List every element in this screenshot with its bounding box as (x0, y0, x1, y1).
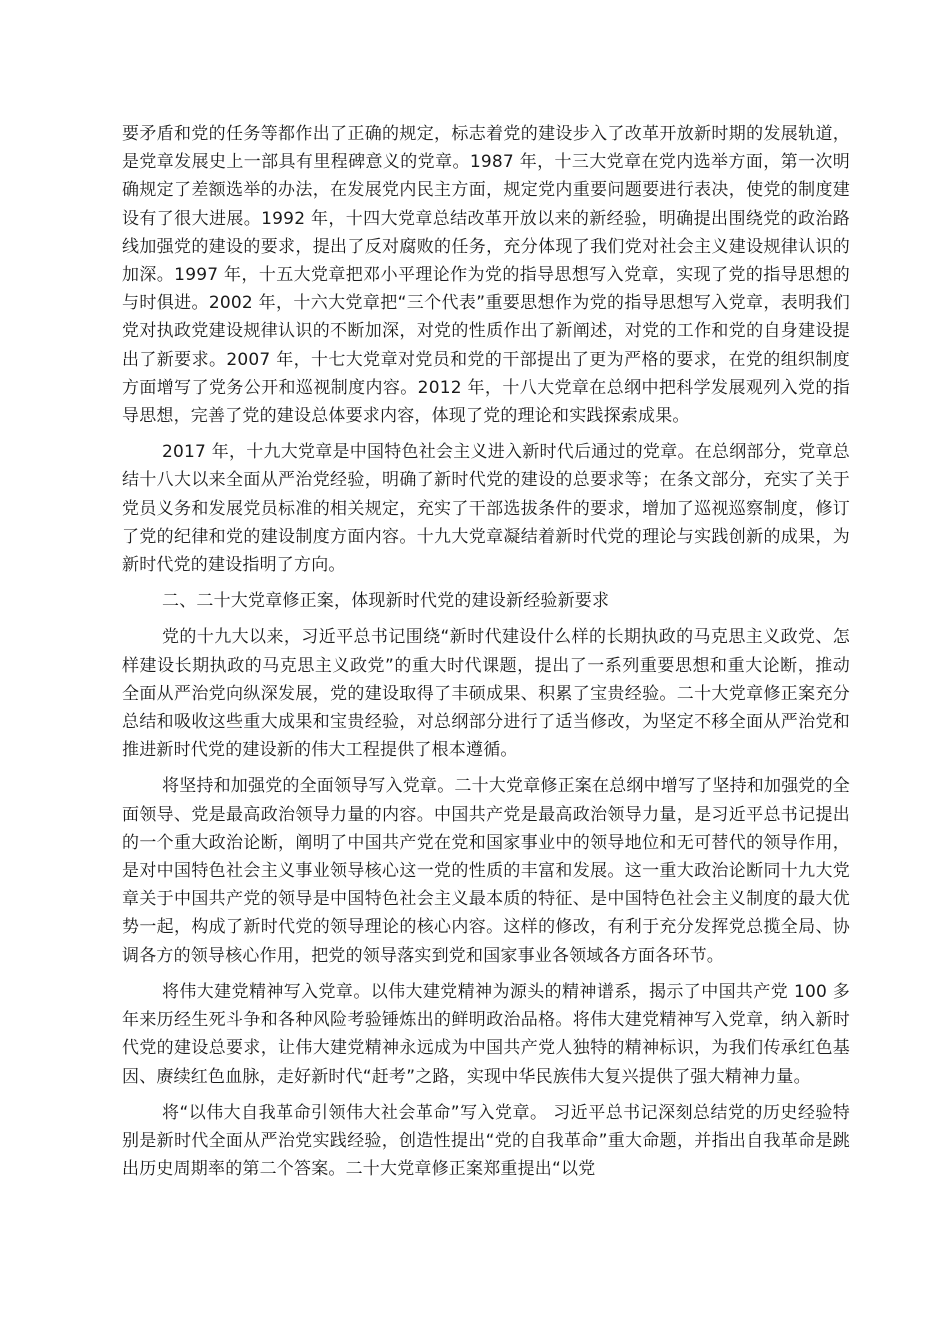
paragraph-self-revolution: 将“以伟大自我革命引领伟大社会革命”写入党章。 习近平总书记深刻总结党的历史经验特别是新时代全面从严治党实践经验，创造性提出“党的自我革命”重大命题，并指出自我革命是跳出历史周期率的第二个答案。二十大党章修正案郑重提出“以党 (122, 1102, 850, 1180)
paragraph-founding-spirit: 将伟大建党精神写入党章。以伟大建党精神为源头的精神谱系，揭示了中国共产党 100 多年来历经生死斗争和各种风险考验锤炼出的鲜明政治品格。将伟大建党精神写入党章，纳入新时代党的建设总要求，让伟大建党精神永远成为中国共产党人独特的精神标识，为我们传承红色基因、赓续红色血脉，走好新时代“赶考”之路，实现中华民族伟大复兴提供了强大精神力量。 (122, 981, 850, 1087)
paragraph-since-nineteenth-congress: 党的十九大以来，习近平总书记围绕“新时代建设什么样的长期执政的马克思主义政党、怎样建设长期执政的马克思主义政党”的重大时代课题，提出了一系列重要思想和重大论断，推动全面从严治党向纵深发展，党的建设取得了丰硕成果、积累了宝贵经验。二十大党章修正案充分总结和吸收这些重大成果和宝贵经验，对总纲部分进行了适当修改，为坚定不移全面从严治党和推进新时代党的建设新的伟大工程提供了根本遵循。 (122, 627, 850, 761)
paragraph-comprehensive-leadership: 将坚持和加强党的全面领导写入党章。二十大党章修正案在总纲中增写了坚持和加强党的全面领导、党是最高政治领导力量的内容。中国共产党是最高政治领导力量，是习近平总书记提出的一个重大政治论断，阐明了中国共产党在党和国家事业中的领导地位和无可替代的领导作用，是对中国特色社会主义事业领导核心这一党的性质的丰富和发展。这一重大政治论断同十九大党章关于中国共产党的领导是中国特色社会主义最本质的特征、是中国特色社会主义制度的最大优势一起，构成了新时代党的领导理论的核心内容。这样的修改，有利于充分发挥党总揽全局、协调各方的领导核心作用，把党的领导落实到党和国家事业各领域各方面各环节。 (122, 776, 850, 966)
paragraph-party-constitution-history: 要矛盾和党的任务等都作出了正确的规定，标志着党的建设步入了改革开放新时期的发展轨道，是党章发展史上一部具有里程碑意义的党章。1987 年，十三大党章在党内选举方面，第一次明确规定了差额选举的办法，在发展党内民主方面，规定党内重要问题要进行表决，使党的制度建设有了很大进展。1992 年，十四大党章总结改革开放以来的新经验，明确提出围绕党的政治路线加强党的建设的要求，提出了反对腐败的任务，充分体现了我们党对社会主义建设规律认识的加深。1997 年，十五大党章把邓小平理论作为党的指导思想写入党章，实现了党的指导思想的与时俱进。2002 年，十六大党章把“三个代表”重要思想作为党的指导思想写入党章，表明我们党对执政党建设规律认识的不断加深，对党的性质作出了新阐述，对党的工作和党的自身建设提出了新要求。2007 年，十七大党章对党员和党的干部提出了更为严格的要求，在党的组织制度方面增写了党务公开和巡视制度内容。2012 年，十八大党章在总纲中把科学发展观列入党的指导思想，完善了党的建设总体要求内容，体现了党的理论和实践探索成果。 (122, 124, 850, 427)
document-page (122, 120, 850, 1191)
paragraph-nineteenth-congress: 2017 年，十九大党章是中国特色社会主义进入新时代后通过的党章。在总纲部分，党章总结十八大以来全面从严治党经验，明确了新时代党的建设的总要求等；在条文部分，充实了关于党员义务和发展党员标准的相关规定，充实了干部选拔条件的要求，增加了巡视巡察制度，修订了党的纪律和党的建设制度方面内容。十九大党章凝结着新时代党的理论与实践创新的成果，为新时代党的建设指明了方向。 (122, 442, 850, 576)
section-heading-twentieth-congress: 二、二十大党章修正案，体现新时代党的建设新经验新要求 (162, 591, 610, 612)
